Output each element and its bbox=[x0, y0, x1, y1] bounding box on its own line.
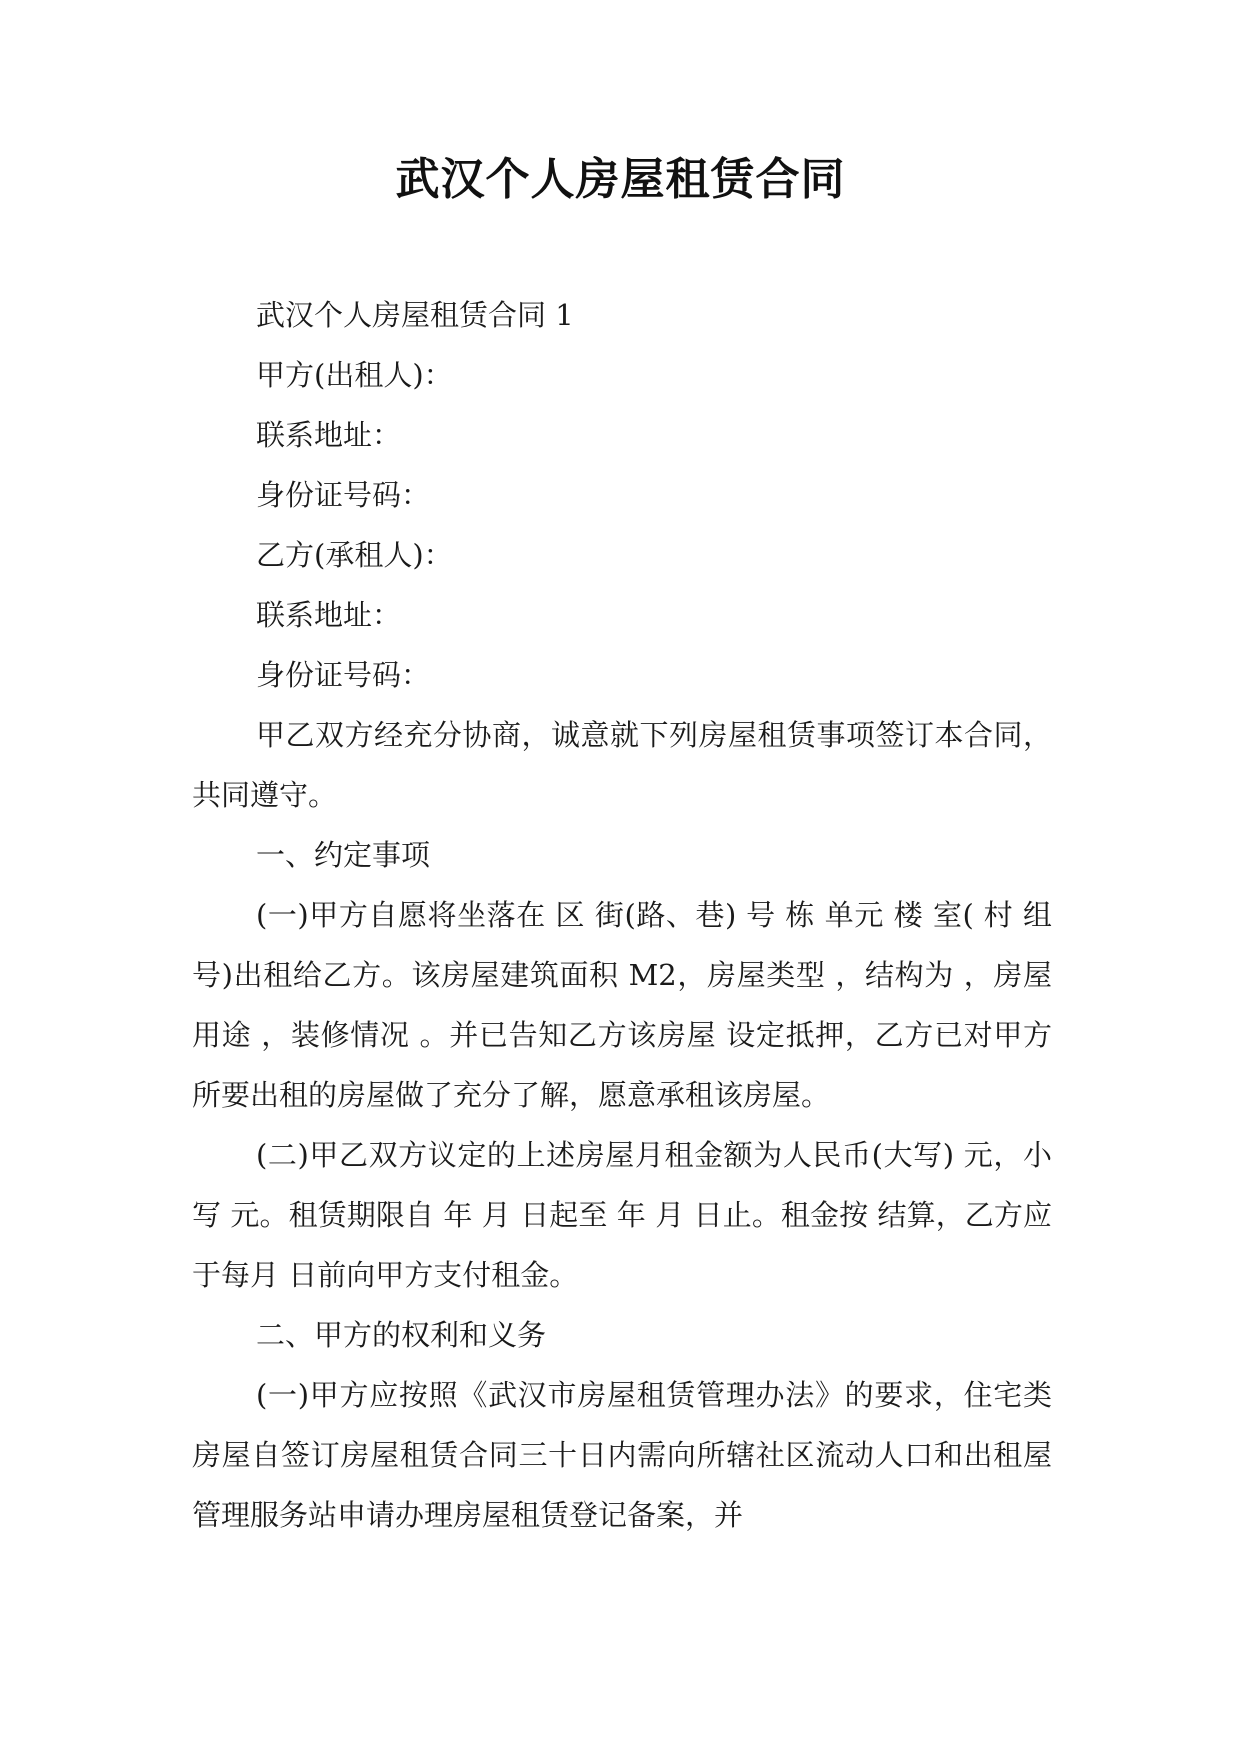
paragraph-party-a-address: 联系地址： bbox=[256, 418, 402, 452]
paragraph-clause-1-1: (一)甲方自愿将坐落在 区 街(路、巷) 号 栋 单元 楼 室( 村 组 号)出租给乙方。该房屋建筑面积 M2，房屋类型 ，结构为 ，房屋用途 ，装修情况 。并已告知乙方该房屋 设定抵押，乙方已对甲方所要出租的房屋做了充分了解，愿意承租该房屋。 bbox=[192, 898, 1052, 1112]
paragraph-clause-1-2: (二)甲乙双方议定的上述房屋月租金额为人民币(大写) 元，小写 元。租赁期限自 年 月 日起至 年 月 日止。租金按 结算，乙方应于每月 日前向甲方支付租金。 bbox=[192, 1138, 1052, 1292]
paragraph-party-a-id: 身份证号码： bbox=[256, 478, 431, 512]
paragraph-contract-heading: 武汉个人房屋租赁合同 1 bbox=[256, 298, 574, 332]
paragraph-party-b: 乙方(承租人)： bbox=[256, 538, 453, 572]
document-body bbox=[192, 285, 1052, 1545]
paragraph-preamble: 甲乙双方经充分协商，诚意就下列房屋租赁事项签订本合同，共同遵守。 bbox=[192, 718, 1052, 812]
paragraph-party-b-address: 联系地址： bbox=[256, 598, 402, 632]
paragraph-clause-2-1: (一)甲方应按照《武汉市房屋租赁管理办法》的要求，住宅类房屋自签订房屋租赁合同三十日内需向所辖社区流动人口和出租屋管理服务站申请办理房屋租赁登记备案，并 bbox=[192, 1378, 1052, 1532]
paragraph-party-a: 甲方(出租人)： bbox=[256, 358, 453, 392]
section-heading-party-a-rights: 二、甲方的权利和义务 bbox=[256, 1318, 547, 1352]
paragraph-party-b-id: 身份证号码： bbox=[256, 658, 431, 692]
section-heading-agreed-items: 一、约定事项 bbox=[256, 838, 431, 872]
document-title: 武汉个人房屋租赁合同 bbox=[395, 154, 846, 205]
